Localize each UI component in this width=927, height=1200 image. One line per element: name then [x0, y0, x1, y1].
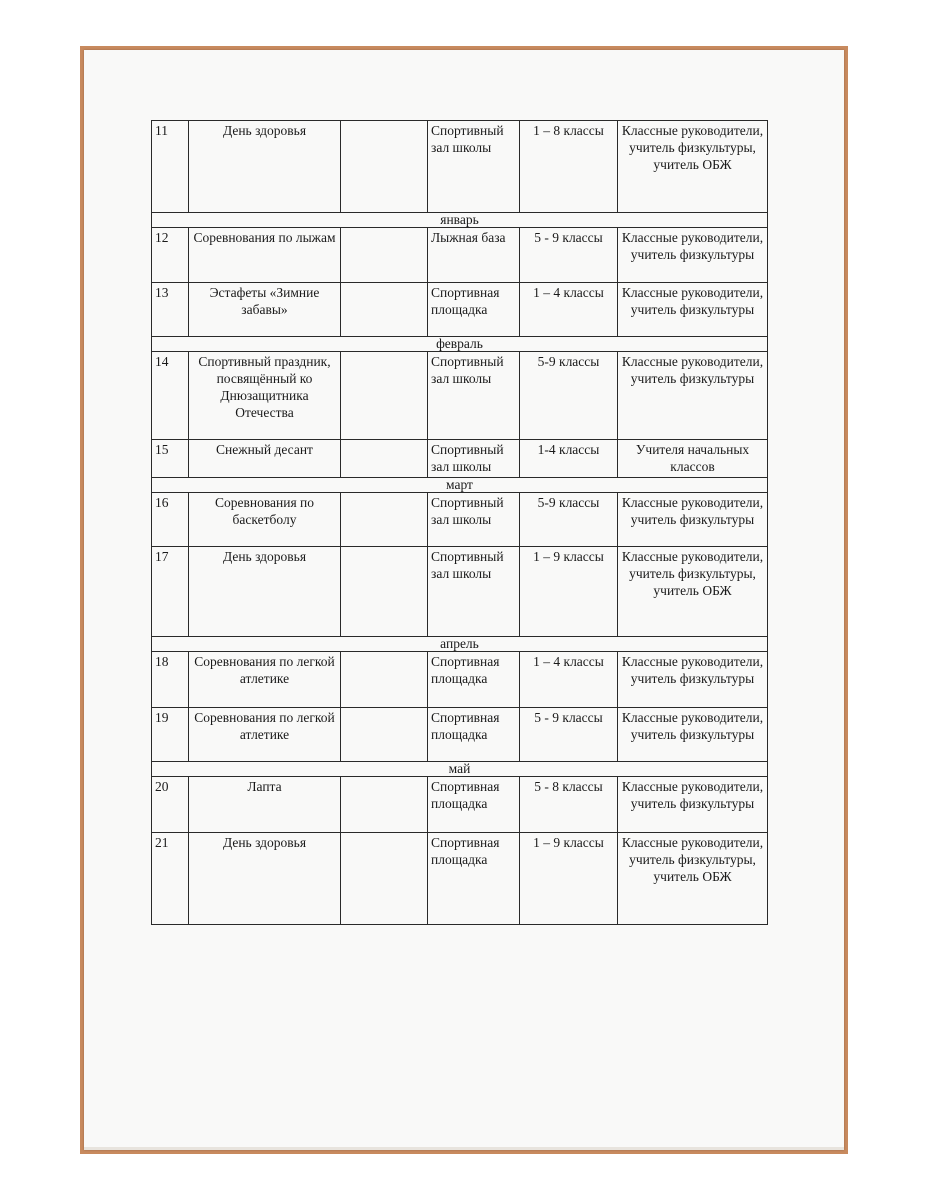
table-row: [152, 493, 768, 547]
event-name: Спортивный праздник, посвящённый ко Днюзащитника Отечества: [189, 352, 341, 440]
event-name: Соревнования по легкой атлетике: [189, 652, 341, 708]
event-place: Спортивная площадка: [428, 652, 520, 708]
event-name: Соревнования по баскетболу: [189, 493, 341, 547]
month-row: [152, 478, 768, 493]
event-place: Спортивная площадка: [428, 708, 520, 762]
row-number: 13: [152, 283, 189, 337]
row-number: 20: [152, 777, 189, 833]
event-place: Спортивный зал школы: [428, 493, 520, 547]
table-row: [152, 652, 768, 708]
event-responsible: Классные руководители, учитель физкультуры: [618, 777, 768, 833]
event-responsible: Классные руководители, учитель физкультуры, учитель ОБЖ: [618, 121, 768, 213]
empty-cell: [341, 283, 428, 337]
event-name: Лапта: [189, 777, 341, 833]
event-place: Спортивный зал школы: [428, 352, 520, 440]
row-number: 18: [152, 652, 189, 708]
event-classes: 5 - 9 классы: [520, 708, 618, 762]
table-row: [152, 777, 768, 833]
event-responsible: Классные руководители, учитель физкультуры, учитель ОБЖ: [618, 547, 768, 637]
empty-cell: [341, 547, 428, 637]
event-name: Соревнования по легкой атлетике: [189, 708, 341, 762]
event-classes: 5-9 классы: [520, 493, 618, 547]
empty-cell: [341, 833, 428, 925]
empty-cell: [341, 652, 428, 708]
event-responsible: Классные руководители, учитель физкультуры: [618, 652, 768, 708]
event-classes: 1 – 4 классы: [520, 283, 618, 337]
event-responsible: Классные руководители, учитель физкультуры, учитель ОБЖ: [618, 833, 768, 925]
month-row: [152, 637, 768, 652]
event-classes: 1 – 8 классы: [520, 121, 618, 213]
event-place: Спортивная площадка: [428, 283, 520, 337]
event-place: Спортивная площадка: [428, 833, 520, 925]
event-place: Спортивный зал школы: [428, 121, 520, 213]
row-number: 21: [152, 833, 189, 925]
table-row: [152, 547, 768, 637]
table-row: [152, 708, 768, 762]
event-responsible: Классные руководители, учитель физкультуры: [618, 228, 768, 283]
table-row: [152, 440, 768, 478]
table-row: [152, 228, 768, 283]
empty-cell: [341, 493, 428, 547]
month-row: [152, 213, 768, 228]
event-responsible: Классные руководители, учитель физкультуры: [618, 708, 768, 762]
event-classes: 5 - 9 классы: [520, 228, 618, 283]
row-number: 19: [152, 708, 189, 762]
empty-cell: [341, 228, 428, 283]
event-place: Лыжная база: [428, 228, 520, 283]
month-label: май: [152, 762, 768, 777]
event-name: День здоровья: [189, 121, 341, 213]
row-number: 17: [152, 547, 189, 637]
event-classes: 1 – 4 классы: [520, 652, 618, 708]
month-row: [152, 762, 768, 777]
event-place: Спортивный зал школы: [428, 440, 520, 478]
month-label: февраль: [152, 337, 768, 352]
sports-events-table: [151, 120, 768, 925]
month-label: январь: [152, 213, 768, 228]
event-place: Спортивный зал школы: [428, 547, 520, 637]
table-row: [152, 352, 768, 440]
empty-cell: [341, 440, 428, 478]
table-row: [152, 121, 768, 213]
event-name: День здоровья: [189, 833, 341, 925]
empty-cell: [341, 352, 428, 440]
event-classes: 5 - 8 классы: [520, 777, 618, 833]
empty-cell: [341, 708, 428, 762]
empty-cell: [341, 777, 428, 833]
row-number: 12: [152, 228, 189, 283]
event-name: Эстафеты «Зимние забавы»: [189, 283, 341, 337]
event-responsible: Учителя начальных классов: [618, 440, 768, 478]
row-number: 15: [152, 440, 189, 478]
event-name: День здоровья: [189, 547, 341, 637]
month-label: март: [152, 478, 768, 493]
event-name: Соревнования по лыжам: [189, 228, 341, 283]
event-classes: 1-4 классы: [520, 440, 618, 478]
event-classes: 1 – 9 классы: [520, 833, 618, 925]
event-responsible: Классные руководители, учитель физкультуры: [618, 352, 768, 440]
event-place: Спортивная площадка: [428, 777, 520, 833]
empty-cell: [341, 121, 428, 213]
month-label: апрель: [152, 637, 768, 652]
event-responsible: Классные руководители, учитель физкультуры: [618, 283, 768, 337]
event-classes: 1 – 9 классы: [520, 547, 618, 637]
table-row: [152, 283, 768, 337]
event-classes: 5-9 классы: [520, 352, 618, 440]
event-responsible: Классные руководители, учитель физкультуры: [618, 493, 768, 547]
row-number: 14: [152, 352, 189, 440]
table-row: [152, 833, 768, 925]
row-number: 16: [152, 493, 189, 547]
month-row: [152, 337, 768, 352]
row-number: 11: [152, 121, 189, 213]
event-name: Снежный десант: [189, 440, 341, 478]
